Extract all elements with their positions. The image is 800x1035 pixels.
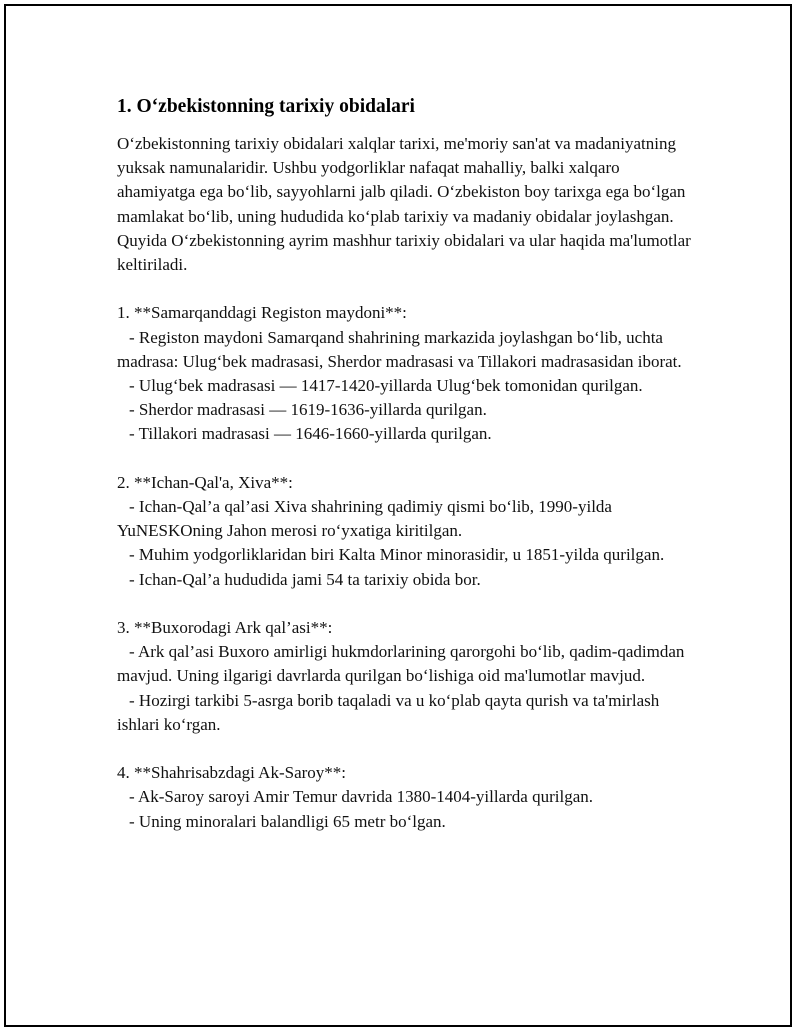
list-item: - Ichan-Qal’a qal’asi Xiva shahrining qadimiy qismi bo‘lib, 1990-yilda YuNESKOning Jahon merosi ro‘yxatiga kiritilgan. [117, 497, 616, 541]
list-item: - Hozirgi tarkibi 5-asrga borib taqaladi va u ko‘plab qayta qurish va ta'mirlash ishlari ko‘rgan. [117, 690, 664, 734]
section-ark [117, 616, 697, 737]
section-ak-saroy [117, 761, 697, 834]
list-item: - Ichan-Qal’a hududida jami 54 ta tarixiy obida bor. [129, 569, 481, 589]
section-title: 4. **Shahrisabzdagi Ak-Saroy**: [117, 763, 346, 783]
section-registon [117, 301, 697, 446]
section-ichan-qala [117, 471, 697, 592]
section-title: 3. **Buxorodagi Ark qal’asi**: [117, 618, 333, 638]
list-item: - Uning minoralari balandligi 65 metr bo‘lgan. [129, 811, 446, 831]
list-item: - Ark qal’asi Buxoro amirligi hukmdorlarining qarorgohi bo‘lib, qadim-qadimdan mavjud. Uning ilgarigi davrlarda qurilgan bo‘lishiga oid ma'lumotlar mavjud. [117, 642, 689, 686]
document-body [117, 94, 697, 834]
list-item: - Registon maydoni Samarqand shahrining markazida joylashgan bo‘lib, uchta madrasa: Ulug‘bek madrasasi, Sherdor madrasasi va Tillakori madrasasidan iborat. [117, 327, 682, 371]
list-item: - Tillakori madrasasi — 1646-1660-yillarda qurilgan. [129, 424, 492, 444]
spacer [117, 592, 697, 616]
list-item: - Ulug‘bek madrasasi — 1417-1420-yillarda Ulug‘bek tomonidan qurilgan. [129, 376, 643, 396]
spacer [117, 277, 697, 301]
list-item: - Ak-Saroy saroyi Amir Temur davrida 1380-1404-yillarda qurilgan. [129, 787, 594, 807]
page-title: 1. O‘zbekistonning tarixiy obidalari [117, 96, 415, 117]
intro-paragraph: O‘zbekistonning tarixiy obidalari xalqlar tarixi, me'moriy san'at va madaniyatning yuksak namunalaridir. Ushbu yodgorliklar nafaqat mahalliy, balki xalqaro ahamiyatga ega bo‘lib, sayyohlarni jalb qiladi. O‘zbekiston boy tarixga ega bo‘lgan mamlakat bo‘lib, uning hududida ko‘plab tarixiy va madaniy obidalar joylashgan. Quyida O‘zbekistonning ayrim mashhur tarixiy obidalari va ular haqida ma'lumotlar keltiriladi. [117, 134, 696, 275]
list-item: - Sherdor madrasasi — 1619-1636-yillarda qurilgan. [129, 400, 487, 420]
list-item: - Muhim yodgorliklaridan biri Kalta Minor minorasidir, u 1851-yilda qurilgan. [129, 545, 665, 565]
section-title: 2. **Ichan-Qal'a, Xiva**: [117, 472, 293, 492]
spacer [117, 737, 697, 761]
section-title: 1. **Samarqanddagi Registon maydoni**: [117, 303, 407, 323]
spacer [117, 447, 697, 471]
